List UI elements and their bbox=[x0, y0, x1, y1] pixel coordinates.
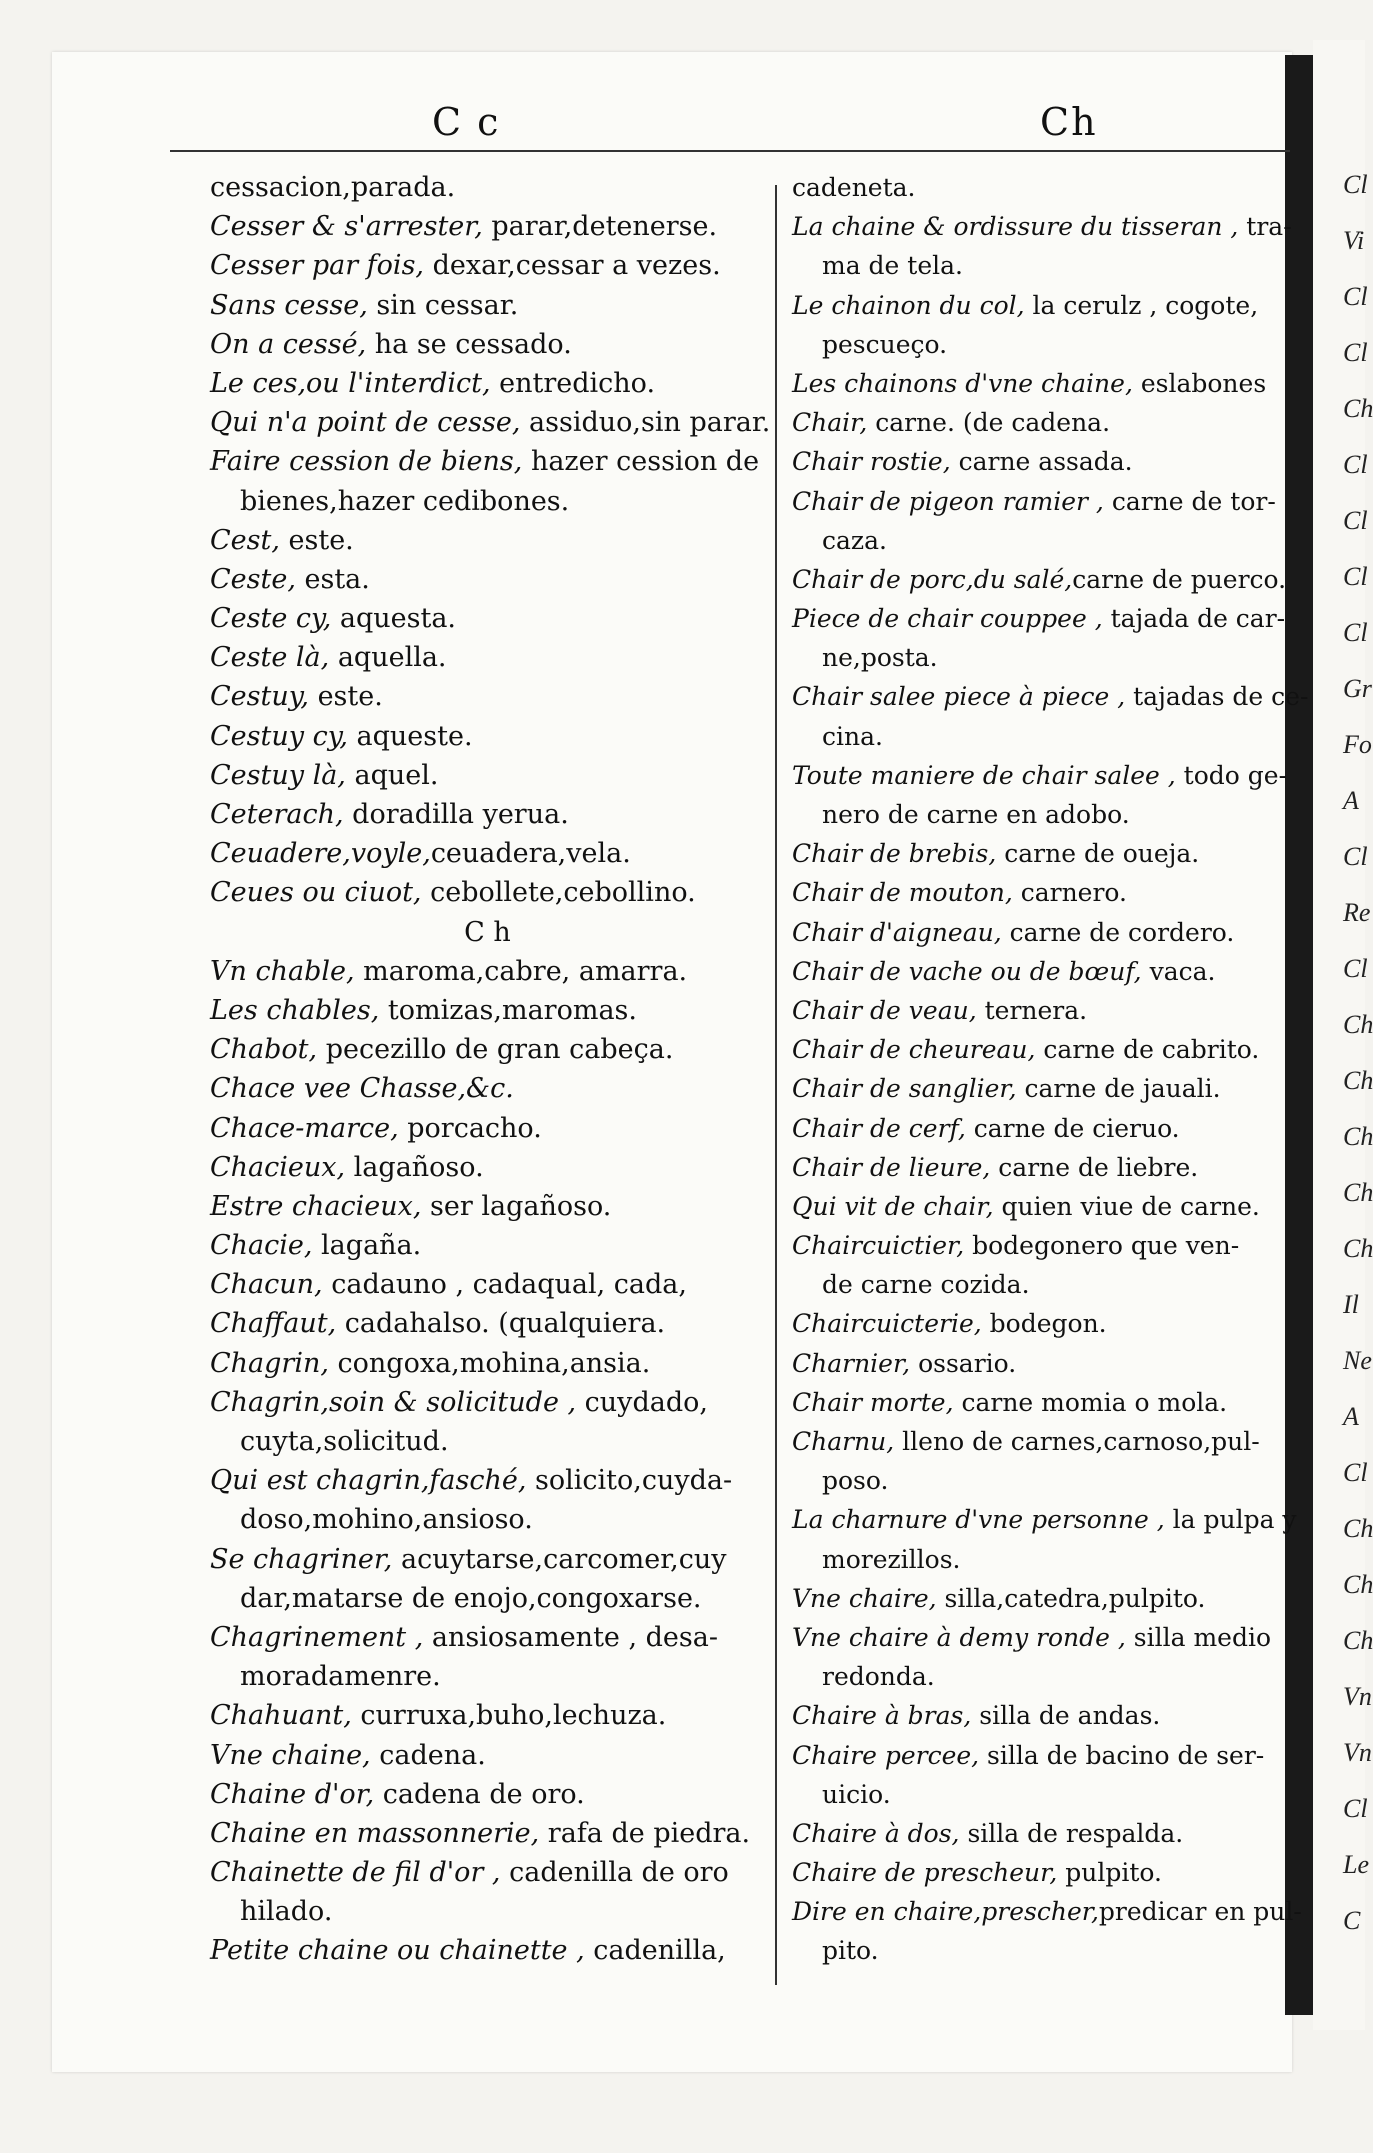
entry-headword: Chaircuicterie, bbox=[792, 1309, 982, 1339]
dictionary-entry bbox=[792, 1696, 1284, 1735]
entry-headword: Charnu, bbox=[792, 1427, 895, 1456]
dictionary-entry bbox=[792, 1775, 1284, 1814]
dictionary-entry bbox=[210, 1736, 765, 1775]
entry-definition: silla de respalda. bbox=[959, 1818, 1184, 1848]
right-column-header: Ch bbox=[1040, 100, 1098, 144]
left-column bbox=[210, 168, 771, 1971]
adjacent-page-fragment: Ne bbox=[1343, 1346, 1372, 1375]
dictionary-entry bbox=[792, 286, 1284, 325]
dictionary-entry bbox=[210, 560, 765, 599]
dictionary-entry bbox=[210, 1931, 765, 1970]
adjacent-page-fragment: Cl bbox=[1343, 450, 1368, 479]
adjacent-page-fragment: Ch bbox=[1343, 1010, 1373, 1039]
entry-definition: ser lagañoso. bbox=[421, 1190, 612, 1222]
entry-headword: Cestuy là, bbox=[210, 759, 346, 791]
dictionary-entry bbox=[210, 1696, 765, 1735]
dictionary-entry bbox=[210, 246, 765, 285]
entry-headword: Chair de porc,du salé, bbox=[792, 564, 1073, 594]
dictionary-entry bbox=[210, 1618, 765, 1657]
entry-headword: Chair de cheureau, bbox=[792, 1035, 1036, 1065]
entry-headword: Chair rostie, bbox=[792, 447, 951, 477]
entry-definition: ossario. bbox=[910, 1348, 1017, 1378]
adjacent-page-fragment: Fo bbox=[1343, 730, 1372, 759]
entry-headword: Chaine en massonnerie, bbox=[210, 1817, 540, 1849]
dictionary-entry bbox=[210, 521, 765, 560]
entry-definition: cuydado, bbox=[576, 1386, 708, 1418]
entry-definition: la cerulz , cogote, bbox=[1024, 290, 1259, 320]
adjacent-page-fragment: Cl bbox=[1343, 1794, 1368, 1823]
dictionary-entry bbox=[210, 1109, 765, 1148]
entry-definition: doradilla yerua. bbox=[343, 799, 569, 830]
dictionary-entry bbox=[210, 1461, 765, 1500]
entry-headword: Qui n'a point de cesse, bbox=[210, 407, 521, 439]
entry-headword: Charnier, bbox=[792, 1348, 911, 1378]
dictionary-entry bbox=[210, 1226, 765, 1265]
dictionary-entry bbox=[210, 952, 765, 991]
column-divider bbox=[775, 185, 777, 1985]
entry-definition: hilado. bbox=[240, 1896, 333, 1928]
entry-definition: assiduo,sin parar. bbox=[520, 407, 771, 439]
dictionary-entry bbox=[792, 1931, 1284, 1970]
dictionary-entry bbox=[792, 677, 1309, 716]
entry-headword: Qui est chagrin,fasché, bbox=[210, 1465, 527, 1497]
entry-headword: Chainette de fil d'or , bbox=[210, 1857, 501, 1889]
dictionary-entry bbox=[210, 168, 765, 207]
entry-headword: Les chainons d'vne chaine, bbox=[792, 368, 1133, 398]
entry-definition: dar,matarse de enojo,congoxarse. bbox=[240, 1582, 702, 1614]
entry-definition: lleno de carnes,carnoso,pul- bbox=[894, 1427, 1260, 1456]
entry-definition: pescueço. bbox=[822, 329, 948, 359]
entry-definition: morezillos. bbox=[822, 1544, 961, 1574]
adjacent-page-fragment: Cl bbox=[1343, 618, 1368, 647]
dictionary-entry bbox=[792, 442, 1284, 481]
entry-definition: ansiosamente , desa- bbox=[423, 1621, 718, 1653]
entry-headword: Cest, bbox=[210, 524, 280, 556]
entry-headword: Le ces,ou l'interdict, bbox=[210, 367, 491, 399]
entry-definition: carnero. bbox=[1012, 878, 1127, 908]
entry-definition: carne de oueja. bbox=[996, 839, 1200, 869]
entry-definition: parar,detenerse. bbox=[482, 211, 718, 243]
dictionary-entry bbox=[210, 1069, 765, 1108]
entry-definition: entredicho. bbox=[490, 367, 656, 399]
book-spine-shadow bbox=[1285, 55, 1313, 2015]
entry-headword: Chair, bbox=[792, 408, 868, 438]
dictionary-entry bbox=[792, 560, 1287, 599]
dictionary-entry bbox=[792, 756, 1288, 795]
dictionary-entry bbox=[210, 1187, 765, 1226]
dictionary-entry bbox=[210, 1422, 765, 1461]
entry-definition: poso. bbox=[822, 1466, 889, 1496]
adjacent-page-fragment: Cl bbox=[1343, 1458, 1368, 1487]
entry-definition: cessacion,parada. bbox=[210, 172, 456, 203]
entry-definition: carne de cabrito. bbox=[1035, 1035, 1260, 1065]
dictionary-entry bbox=[792, 991, 1284, 1030]
dictionary-entry bbox=[210, 913, 765, 952]
entry-headword: Chace vee Chasse,&c. bbox=[210, 1073, 514, 1105]
adjacent-page-fragment: Ch bbox=[1343, 1178, 1373, 1207]
entry-headword: Chair morte, bbox=[792, 1387, 954, 1417]
dictionary-entry bbox=[210, 403, 771, 442]
entry-headword: Chair de pigeon ramier , bbox=[792, 486, 1104, 516]
dictionary-entry bbox=[792, 1422, 1284, 1461]
dictionary-entry bbox=[792, 795, 1284, 834]
entry-headword: Sans cesse, bbox=[210, 289, 368, 321]
entry-definition: carne de cieruo. bbox=[965, 1113, 1180, 1143]
dictionary-entry bbox=[792, 1226, 1284, 1265]
entry-definition: lagaña. bbox=[312, 1230, 422, 1262]
entry-headword: Vne chaire à demy ronde , bbox=[792, 1622, 1126, 1652]
entry-headword: Chaircuictier, bbox=[792, 1231, 965, 1261]
entry-definition: doso,mohino,ansioso. bbox=[240, 1504, 533, 1536]
entry-headword: Chaire à dos, bbox=[792, 1818, 960, 1848]
entry-definition: lagañoso. bbox=[345, 1151, 484, 1183]
entry-headword: Cestuy cy, bbox=[210, 720, 348, 752]
entry-definition: hazer cession de bbox=[522, 446, 760, 478]
entry-definition: tajada de car- bbox=[1102, 604, 1286, 634]
entry-definition: eslabones bbox=[1132, 368, 1267, 398]
dictionary-entry bbox=[792, 246, 1284, 285]
dictionary-entry bbox=[792, 482, 1284, 521]
entry-definition: carne assada. bbox=[950, 447, 1133, 477]
dictionary-entry bbox=[792, 364, 1284, 403]
dictionary-entry bbox=[792, 325, 1284, 364]
dictionary-entry bbox=[792, 1736, 1284, 1775]
entry-definition: cadahalso. (qualquiera. bbox=[336, 1308, 666, 1340]
entry-headword: Les chables, bbox=[210, 994, 380, 1026]
entry-headword: Chair de veau, bbox=[792, 995, 977, 1025]
adjacent-page-fragment: Ch bbox=[1343, 1514, 1373, 1543]
entry-definition: bodegon. bbox=[981, 1309, 1107, 1339]
header-rule bbox=[170, 150, 1290, 152]
entry-definition: de carne cozida. bbox=[822, 1270, 1030, 1300]
entry-definition: cadeneta. bbox=[792, 173, 916, 202]
entry-headword: Chaire à bras, bbox=[792, 1701, 972, 1731]
entry-headword: Ceterach, bbox=[210, 799, 344, 830]
entry-definition: cina. bbox=[822, 721, 883, 751]
dictionary-entry bbox=[210, 795, 765, 834]
entry-definition: pecezillo de gran cabeça. bbox=[317, 1034, 674, 1066]
entry-definition: cadenilla de oro bbox=[500, 1857, 729, 1889]
entry-definition: congoxa,mohina,ansia. bbox=[328, 1347, 651, 1379]
adjacent-page-edge bbox=[1313, 40, 1373, 2030]
dictionary-entry bbox=[210, 1304, 765, 1343]
dictionary-entry bbox=[210, 482, 765, 521]
entry-headword: Vne chaine, bbox=[210, 1739, 371, 1771]
entry-headword: Chair de vache ou de bœuf, bbox=[792, 956, 1142, 986]
dictionary-entry bbox=[792, 1148, 1284, 1187]
entry-headword: Chair de brebis, bbox=[792, 839, 997, 869]
entry-headword: Chaffaut, bbox=[210, 1308, 337, 1340]
adjacent-page-fragment: Il bbox=[1343, 1290, 1359, 1319]
dictionary-entry bbox=[792, 168, 1284, 207]
entry-headword: Chacun, bbox=[210, 1269, 323, 1301]
entry-definition: aquel. bbox=[345, 759, 439, 791]
adjacent-page-fragment: Gr bbox=[1343, 674, 1372, 703]
left-column-header: C c bbox=[432, 100, 501, 144]
dictionary-entry bbox=[210, 1148, 765, 1187]
entry-definition: cadena de oro. bbox=[374, 1778, 585, 1810]
entry-definition: todo ge- bbox=[1175, 760, 1288, 790]
entry-definition: ha se cessado. bbox=[366, 328, 572, 360]
dictionary-entry bbox=[792, 599, 1284, 638]
entry-headword: Chacieux, bbox=[210, 1151, 346, 1183]
dictionary-entry bbox=[210, 364, 765, 403]
entry-definition: C h bbox=[464, 916, 511, 948]
entry-headword: Vne chaire, bbox=[792, 1583, 937, 1613]
entry-headword: Toute maniere de chair salee , bbox=[792, 760, 1176, 790]
entry-headword: Ceues ou ciuot, bbox=[210, 877, 422, 909]
adjacent-page-fragment: Ch bbox=[1343, 1234, 1373, 1263]
dictionary-entry bbox=[210, 207, 765, 246]
entry-definition: uicio. bbox=[822, 1779, 891, 1809]
entry-headword: Chacie, bbox=[210, 1230, 313, 1262]
dictionary-entry bbox=[792, 1265, 1284, 1304]
entry-headword: Dire en chaire,prescher, bbox=[792, 1897, 1099, 1927]
entry-headword: Le chainon du col, bbox=[792, 290, 1025, 320]
adjacent-page-fragment: Ch bbox=[1343, 1066, 1373, 1095]
dictionary-entry bbox=[792, 1069, 1284, 1108]
entry-definition: porcacho. bbox=[398, 1112, 542, 1144]
entry-headword: Petite chaine ou chainette , bbox=[210, 1935, 585, 1967]
entry-definition: sin cessar. bbox=[367, 289, 519, 321]
entry-definition: caza. bbox=[822, 525, 887, 555]
adjacent-page-fragment: Cl bbox=[1343, 842, 1368, 871]
entry-definition: rafa de piedra. bbox=[539, 1817, 751, 1849]
dictionary-entry bbox=[210, 325, 765, 364]
entry-headword: Chabot, bbox=[210, 1034, 318, 1066]
dictionary-entry bbox=[210, 873, 765, 912]
entry-definition: curruxa,buho,lechuza. bbox=[351, 1700, 667, 1732]
entry-definition: este. bbox=[279, 524, 354, 556]
dictionary-entry bbox=[210, 1030, 765, 1069]
dictionary-entry bbox=[210, 1344, 765, 1383]
dictionary-entry bbox=[792, 1461, 1284, 1500]
adjacent-page-fragment: Vn bbox=[1343, 1738, 1372, 1767]
adjacent-page-fragment: Cl bbox=[1343, 338, 1368, 367]
entry-definition: esta. bbox=[295, 563, 370, 595]
entry-definition: silla medio bbox=[1125, 1622, 1271, 1652]
dictionary-entry bbox=[792, 1304, 1284, 1343]
entry-headword: On a cessé, bbox=[210, 328, 367, 360]
entry-headword: Ceste, bbox=[210, 563, 296, 595]
entry-headword: Qui vit de chair, bbox=[792, 1191, 994, 1221]
entry-definition: ma de tela. bbox=[822, 251, 963, 281]
entry-definition: tra- bbox=[1238, 212, 1292, 242]
entry-definition: moradamenre. bbox=[240, 1661, 441, 1693]
entry-definition: carne. (de cadena. bbox=[867, 408, 1111, 438]
entry-definition: silla,catedra,pulpito. bbox=[936, 1583, 1206, 1613]
adjacent-page-fragment: Cl bbox=[1343, 562, 1368, 591]
adjacent-page-fragment: Le bbox=[1343, 1850, 1369, 1879]
dictionary-entry bbox=[210, 599, 765, 638]
entry-definition: bienes,hazer cedibones. bbox=[240, 485, 570, 517]
entry-definition: carne de cordero. bbox=[1001, 917, 1235, 947]
entry-definition: bodegonero que ven- bbox=[964, 1231, 1240, 1261]
entry-definition: cadauno , cadaqual, cada, bbox=[322, 1269, 687, 1301]
adjacent-page-fragment: Vn bbox=[1343, 1682, 1372, 1711]
adjacent-page-fragment: Cl bbox=[1343, 954, 1368, 983]
entry-headword: Chaire de prescheur, bbox=[792, 1858, 1058, 1888]
dictionary-entry bbox=[792, 1618, 1284, 1657]
dictionary-entry bbox=[210, 834, 765, 873]
adjacent-page-fragment: Ch bbox=[1343, 1626, 1373, 1655]
entry-headword: Chair de sanglier, bbox=[792, 1074, 1017, 1104]
adjacent-page-fragment: C bbox=[1343, 1906, 1361, 1935]
dictionary-entry bbox=[792, 1187, 1284, 1226]
entry-definition: maroma,cabre, amarra. bbox=[354, 955, 688, 987]
dictionary-entry bbox=[792, 1500, 1297, 1539]
dictionary-entry bbox=[210, 677, 765, 716]
entry-definition: cuyta,solicitud. bbox=[240, 1426, 449, 1457]
entry-definition: carne de puerco. bbox=[1072, 564, 1287, 594]
dictionary-entry bbox=[210, 1540, 765, 1579]
adjacent-page-fragment: Ch bbox=[1343, 1570, 1373, 1599]
dictionary-entry bbox=[792, 1109, 1284, 1148]
dictionary-entry bbox=[210, 991, 765, 1030]
entry-definition: carne momia o mola. bbox=[953, 1387, 1228, 1417]
dictionary-entry bbox=[792, 1540, 1284, 1579]
entry-definition: aquella. bbox=[329, 642, 447, 674]
entry-definition: carne de tor- bbox=[1103, 486, 1276, 516]
entry-headword: Chaire percee, bbox=[792, 1740, 980, 1770]
entry-headword: Piece de chair couppee , bbox=[792, 604, 1103, 634]
entry-definition: nero de carne en adobo. bbox=[822, 800, 1130, 829]
dictionary-entry bbox=[792, 1344, 1284, 1383]
entry-definition: carne de liebre. bbox=[990, 1152, 1199, 1182]
entry-definition: silla de bacino de ser- bbox=[979, 1740, 1265, 1770]
entry-headword: Faire cession de biens, bbox=[210, 446, 523, 478]
dictionary-entry bbox=[210, 1853, 765, 1892]
dictionary-entry bbox=[792, 638, 1284, 677]
entry-headword: Chair d'aigneau, bbox=[792, 917, 1002, 947]
entry-definition: ne,posta. bbox=[822, 643, 938, 673]
entry-definition: tajadas de ce- bbox=[1125, 682, 1309, 712]
dictionary-entry bbox=[210, 1814, 765, 1853]
entry-definition: vaca. bbox=[1141, 956, 1216, 986]
entry-headword: Cesser & s'arrester, bbox=[210, 211, 483, 243]
dictionary-entry bbox=[792, 717, 1284, 756]
entry-headword: Estre chacieux, bbox=[210, 1190, 422, 1222]
adjacent-page-fragment: Cl bbox=[1343, 506, 1368, 535]
dictionary-entry bbox=[792, 403, 1284, 442]
entry-headword: La chaine & ordissure du tisseran , bbox=[792, 212, 1239, 242]
adjacent-page-fragment: Re bbox=[1343, 898, 1371, 927]
entry-headword: Chair de lieure, bbox=[792, 1152, 991, 1182]
entry-headword: Chagrin, bbox=[210, 1347, 329, 1379]
adjacent-page-fragment: A bbox=[1343, 1402, 1359, 1431]
entry-definition: carne de jauali. bbox=[1016, 1074, 1221, 1104]
entry-headword: La charnure d'vne personne , bbox=[792, 1505, 1165, 1535]
dictionary-entry bbox=[210, 1775, 765, 1814]
entry-headword: Chace-marce, bbox=[210, 1112, 399, 1144]
dictionary-entry bbox=[210, 442, 765, 481]
entry-definition: ternera. bbox=[976, 995, 1088, 1025]
entry-headword: Chair de mouton, bbox=[792, 878, 1013, 908]
entry-headword: Chair de cerf, bbox=[792, 1113, 966, 1143]
entry-definition: pito. bbox=[822, 1936, 879, 1966]
entry-headword: Chaine d'or, bbox=[210, 1778, 375, 1810]
entry-definition: aquesta. bbox=[331, 603, 456, 635]
adjacent-page-fragment: Vi bbox=[1343, 226, 1365, 255]
dictionary-entry bbox=[210, 1383, 765, 1422]
dictionary-entry bbox=[210, 1657, 765, 1696]
adjacent-page-fragment: A bbox=[1343, 786, 1359, 815]
dictionary-entry bbox=[792, 834, 1284, 873]
entry-definition: ceuadera,vela. bbox=[430, 838, 631, 870]
dictionary-entry bbox=[792, 913, 1284, 952]
entry-definition: predicar en pul- bbox=[1098, 1897, 1302, 1927]
entry-definition: quien viue de carne. bbox=[993, 1191, 1260, 1221]
dictionary-entry bbox=[210, 1500, 765, 1539]
entry-definition: aqueste. bbox=[347, 720, 473, 752]
adjacent-page-fragment: Cl bbox=[1343, 282, 1368, 311]
dictionary-entry bbox=[792, 1814, 1284, 1853]
entry-headword: Chahuant, bbox=[210, 1700, 352, 1732]
adjacent-page-fragment: Ch bbox=[1343, 1122, 1373, 1151]
dictionary-entry bbox=[792, 1030, 1284, 1069]
entry-definition: dexar,cessar a vezes. bbox=[424, 250, 721, 282]
entry-definition: silla de andas. bbox=[971, 1701, 1161, 1731]
dictionary-entry bbox=[792, 873, 1284, 912]
dictionary-entry bbox=[210, 638, 765, 677]
entry-headword: Cestuy, bbox=[210, 681, 309, 713]
dictionary-entry bbox=[210, 717, 765, 756]
adjacent-page-fragment: Ch bbox=[1343, 394, 1373, 423]
entry-definition: cebollete,cebollino. bbox=[421, 877, 696, 909]
dictionary-entry bbox=[210, 1579, 765, 1618]
entry-headword: Chagrinement , bbox=[210, 1621, 424, 1653]
entry-headword: Chagrin,soin & solicitude , bbox=[210, 1386, 577, 1418]
entry-headword: Ceste cy, bbox=[210, 603, 332, 635]
dictionary-entry bbox=[792, 207, 1292, 246]
entry-definition: pulpito. bbox=[1057, 1858, 1162, 1888]
dictionary-entry bbox=[792, 1657, 1284, 1696]
entry-headword: Ceuadere,voyle, bbox=[210, 838, 431, 870]
entry-headword: Cesser par fois, bbox=[210, 250, 425, 282]
entry-definition: redonda. bbox=[822, 1662, 935, 1692]
adjacent-page-fragment: Cl bbox=[1343, 170, 1368, 199]
entry-definition: la pulpa y bbox=[1164, 1505, 1297, 1535]
entry-definition: acuytarse,carcomer,cuy bbox=[392, 1543, 727, 1575]
dictionary-entry bbox=[210, 1892, 765, 1931]
dictionary-entry bbox=[210, 286, 765, 325]
dictionary-entry bbox=[792, 952, 1284, 991]
dictionary-entry bbox=[792, 521, 1284, 560]
entry-definition: cadenilla, bbox=[584, 1935, 726, 1967]
dictionary-entry bbox=[792, 1579, 1284, 1618]
entry-definition: cadena. bbox=[370, 1739, 486, 1771]
dictionary-entry bbox=[792, 1892, 1302, 1931]
entry-headword: Chair salee piece à piece , bbox=[792, 682, 1126, 712]
dictionary-entry bbox=[792, 1853, 1284, 1892]
entry-headword: Se chagriner, bbox=[210, 1543, 393, 1575]
entry-headword: Ceste là, bbox=[210, 642, 330, 674]
entry-definition: tomizas,maromas. bbox=[379, 994, 637, 1026]
dictionary-entry bbox=[210, 756, 765, 795]
dictionary-entry bbox=[210, 1265, 765, 1304]
entry-headword: Vn chable, bbox=[210, 955, 355, 987]
right-column bbox=[792, 168, 1309, 1971]
entry-definition: este. bbox=[308, 681, 383, 713]
entry-definition: solicito,cuyda- bbox=[526, 1465, 733, 1497]
dictionary-entry bbox=[792, 1383, 1284, 1422]
